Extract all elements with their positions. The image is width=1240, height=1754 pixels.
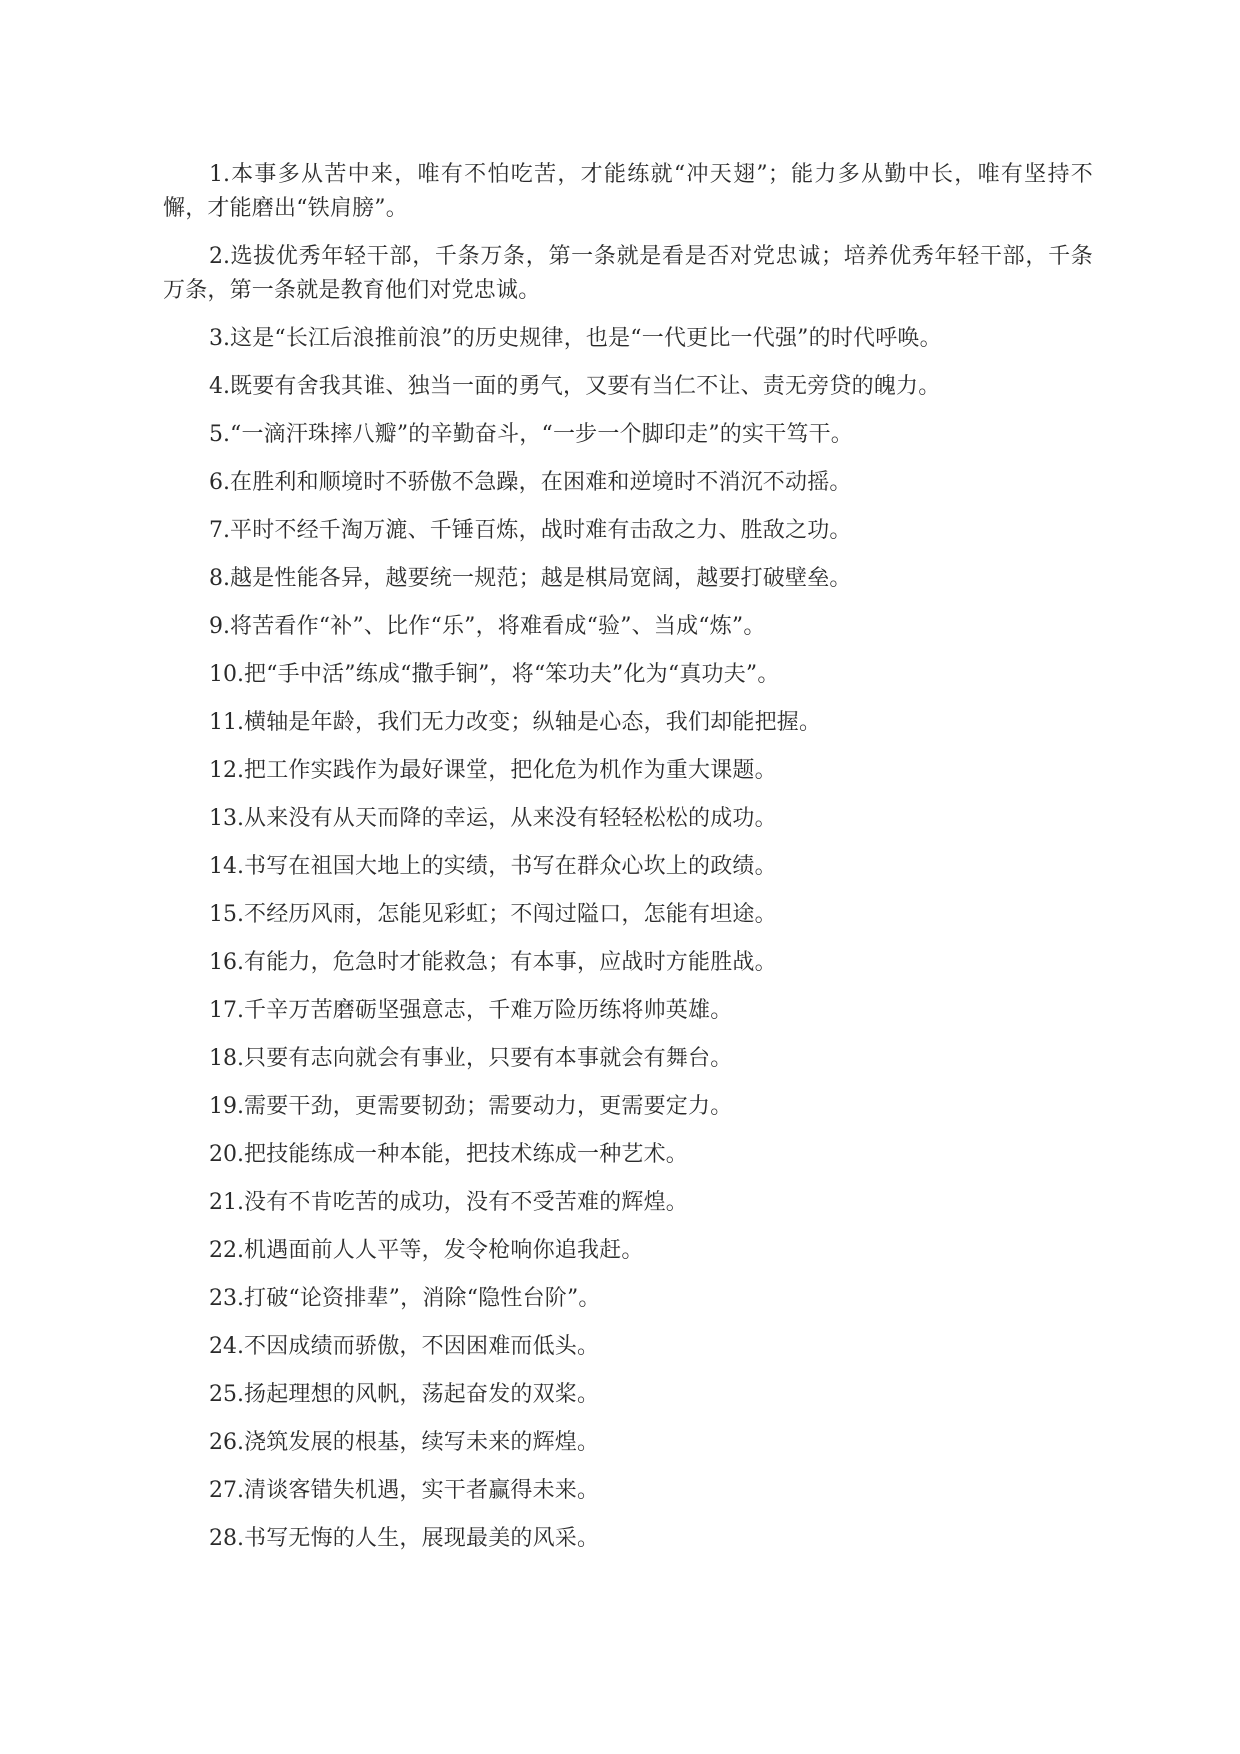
item-number: 17. [209, 998, 244, 1023]
item-number: 1. [209, 162, 230, 187]
list-item [163, 562, 1093, 596]
list-item [163, 706, 1093, 740]
item-number: 2. [209, 244, 230, 269]
item-text: 平时不经千淘万漉、千锤百炼，战时难有击敌之力、胜敌之功。 [230, 518, 852, 543]
item-text: 这是“长江后浪推前浪”的历史规律，也是“一代更比一代强”的时代呼唤。 [230, 326, 942, 351]
item-text: 既要有舍我其谁、独当一面的勇气，又要有当仁不让、责无旁贷的魄力。 [230, 374, 941, 399]
item-number: 18. [209, 1046, 244, 1071]
list-item [163, 1378, 1093, 1412]
item-number: 4. [209, 374, 230, 399]
list-item [163, 1090, 1093, 1124]
list-item [163, 1042, 1093, 1076]
list-item [163, 946, 1093, 980]
list-item [163, 1522, 1093, 1556]
item-text: 越是性能各异，越要统一规范；越是棋局宽阔，越要打破壁垒。 [230, 566, 852, 591]
list-item [163, 1234, 1093, 1268]
item-text: “一滴汗珠摔八瓣”的辛勤奋斗，“一步一个脚印走”的实干笃干。 [230, 422, 853, 447]
item-text: 把“手中活”练成“撒手锏”，将“笨功夫”化为“真功夫”。 [244, 662, 780, 687]
list-item [163, 240, 1093, 308]
item-number: 6. [209, 470, 230, 495]
item-number: 25. [209, 1382, 244, 1407]
list-item [163, 802, 1093, 836]
list-item [163, 898, 1093, 932]
item-number: 9. [209, 614, 230, 639]
item-number: 14. [209, 854, 244, 879]
list-item [163, 1138, 1093, 1172]
list-item [163, 370, 1093, 404]
item-number: 27. [209, 1478, 244, 1503]
item-number: 24. [209, 1334, 244, 1359]
item-text: 书写无悔的人生，展现最美的风采。 [244, 1526, 600, 1551]
item-number: 11. [209, 710, 244, 735]
item-text: 清谈客错失机遇，实干者赢得未来。 [244, 1478, 600, 1503]
item-text: 没有不肯吃苦的成功，没有不受苦难的辉煌。 [244, 1190, 689, 1215]
list-item [163, 1282, 1093, 1316]
list-item [163, 514, 1093, 548]
item-number: 28. [209, 1526, 244, 1551]
item-text: 选拔优秀年轻干部，千条万条，第一条就是看是否对党忠诚；培养优秀年轻干部，千条万条，第一条就是教育他们对党忠诚。 [163, 244, 1093, 303]
item-text: 书写在祖国大地上的实绩，书写在群众心坎上的政绩。 [244, 854, 777, 879]
item-number: 5. [209, 422, 230, 447]
item-number: 10. [209, 662, 244, 687]
item-text: 把技能练成一种本能，把技术练成一种艺术。 [244, 1142, 689, 1167]
list-item [163, 466, 1093, 500]
item-text: 将苦看作“补”、比作“乐”，将难看成“验”、当成“炼”。 [230, 614, 766, 639]
item-text: 打破“论资排辈”，消除“隐性台阶”。 [244, 1286, 601, 1311]
item-text: 把工作实践作为最好课堂，把化危为机作为重大课题。 [244, 758, 777, 783]
item-number: 23. [209, 1286, 244, 1311]
list-item [163, 158, 1093, 226]
item-number: 8. [209, 566, 230, 591]
list-item [163, 1186, 1093, 1220]
item-number: 3. [209, 326, 230, 351]
item-text: 机遇面前人人平等，发令枪响你追我赶。 [244, 1238, 644, 1263]
item-text: 不因成绩而骄傲，不因困难而低头。 [244, 1334, 600, 1359]
document-page [163, 158, 1093, 1570]
item-number: 15. [209, 902, 244, 927]
item-text: 需要干劲，更需要韧劲；需要动力，更需要定力。 [244, 1094, 733, 1119]
list-item [163, 1330, 1093, 1364]
item-text: 扬起理想的风帆，荡起奋发的双桨。 [244, 1382, 600, 1407]
item-number: 13. [209, 806, 244, 831]
list-item [163, 754, 1093, 788]
list-item [163, 610, 1093, 644]
item-number: 26. [209, 1430, 244, 1455]
list-item [163, 1474, 1093, 1508]
item-number: 20. [209, 1142, 244, 1167]
list-item [163, 850, 1093, 884]
list-item [163, 1426, 1093, 1460]
list-item [163, 418, 1093, 452]
list-item [163, 658, 1093, 692]
list-item [163, 322, 1093, 356]
list-item [163, 994, 1093, 1028]
item-text: 在胜利和顺境时不骄傲不急躁，在困难和逆境时不消沉不动摇。 [230, 470, 852, 495]
item-text: 千辛万苦磨砺坚强意志，千难万险历练将帅英雄。 [244, 998, 733, 1023]
item-text: 横轴是年龄，我们无力改变；纵轴是心态，我们却能把握。 [244, 710, 822, 735]
item-text: 从来没有从天而降的幸运，从来没有轻轻松松的成功。 [244, 806, 777, 831]
item-number: 21. [209, 1190, 244, 1215]
item-text: 只要有志向就会有事业，只要有本事就会有舞台。 [244, 1046, 733, 1071]
item-text: 浇筑发展的根基，续写未来的辉煌。 [244, 1430, 600, 1455]
item-text: 有能力，危急时才能救急；有本事，应战时方能胜战。 [244, 950, 777, 975]
item-number: 22. [209, 1238, 244, 1263]
item-number: 7. [209, 518, 230, 543]
item-number: 16. [209, 950, 244, 975]
item-text: 本事多从苦中来，唯有不怕吃苦，才能练就“冲天翅”；能力多从勤中长，唯有坚持不懈，才能磨出“铁肩膀”。 [163, 162, 1093, 221]
item-text: 不经历风雨，怎能见彩虹；不闯过隘口，怎能有坦途。 [244, 902, 777, 927]
item-number: 19. [209, 1094, 244, 1119]
item-number: 12. [209, 758, 244, 783]
